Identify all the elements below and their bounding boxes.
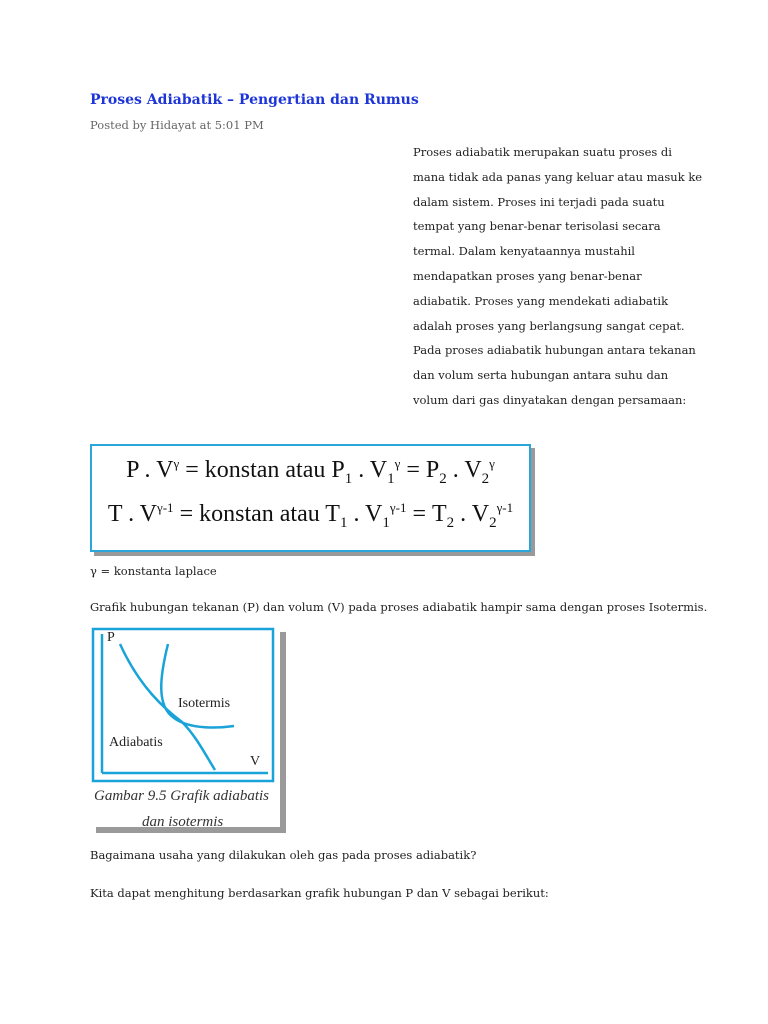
formula-line-2: T . $V^{\gamma-1}$ = konstan atau $T_1$ . $V_1^{\gamma-1} = T_2$ . $V_2^{\gamma-1}$ <box>107 500 514 531</box>
gamma-note: γ = konstanta laplace <box>90 564 217 578</box>
figure-caption-line1: Gambar 9.5 Grafik adiabatis <box>94 788 270 804</box>
article-title[interactable]: Proses Adiabatik – Pengertian dan Rumus <box>90 92 419 108</box>
question-paragraph: Bagaimana usaha yang dilakukan oleh gas pada proses adiabatik? <box>90 848 477 862</box>
pv-figure <box>90 626 286 833</box>
formula-box <box>90 444 531 552</box>
isotermis-label: Isotermis <box>178 696 231 711</box>
graph-intro: Grafik hubungan tekanan (P) dan volum (V) pada proses adiabatik hampir sama dengan proses Isotermis. <box>90 600 708 614</box>
formula-line-1: P . $V^\gamma$ = konstan atau $P_1$ . $V_1^\gamma = P_2$ . $V_2^\gamma$ <box>126 456 495 487</box>
axis-x-label: V <box>250 754 261 769</box>
figure-caption-line2: dan isotermis <box>142 814 224 830</box>
followup-paragraph: Kita dapat menghitung berdasarkan grafik hubungan P dan V sebagai berikut: <box>90 886 549 900</box>
post-meta: Posted by Hidayat at 5:01 PM <box>90 118 264 132</box>
adiabatis-label: Adiabatis <box>109 735 163 750</box>
intro-paragraph: Proses adiabatik merupakan suatu proses di mana tidak ada panas yang keluar atau masuk ke dalam sistem. Proses ini terjadi pada suatu tempat yang benar-benar terisolasi secara termal. Dalam kenyataannya mustahil mendapatkan proses yang benar-benar adiabatik. Proses yang mendekati adiabatik adalah proses yang berlangsung sangat cepat. Pada proses adiabatik hubungan antara tekanan dan volum serta hubungan antara suhu dan volum dari gas dinyatakan dengan persamaan: <box>413 145 703 407</box>
axis-y-label: P <box>107 630 115 645</box>
